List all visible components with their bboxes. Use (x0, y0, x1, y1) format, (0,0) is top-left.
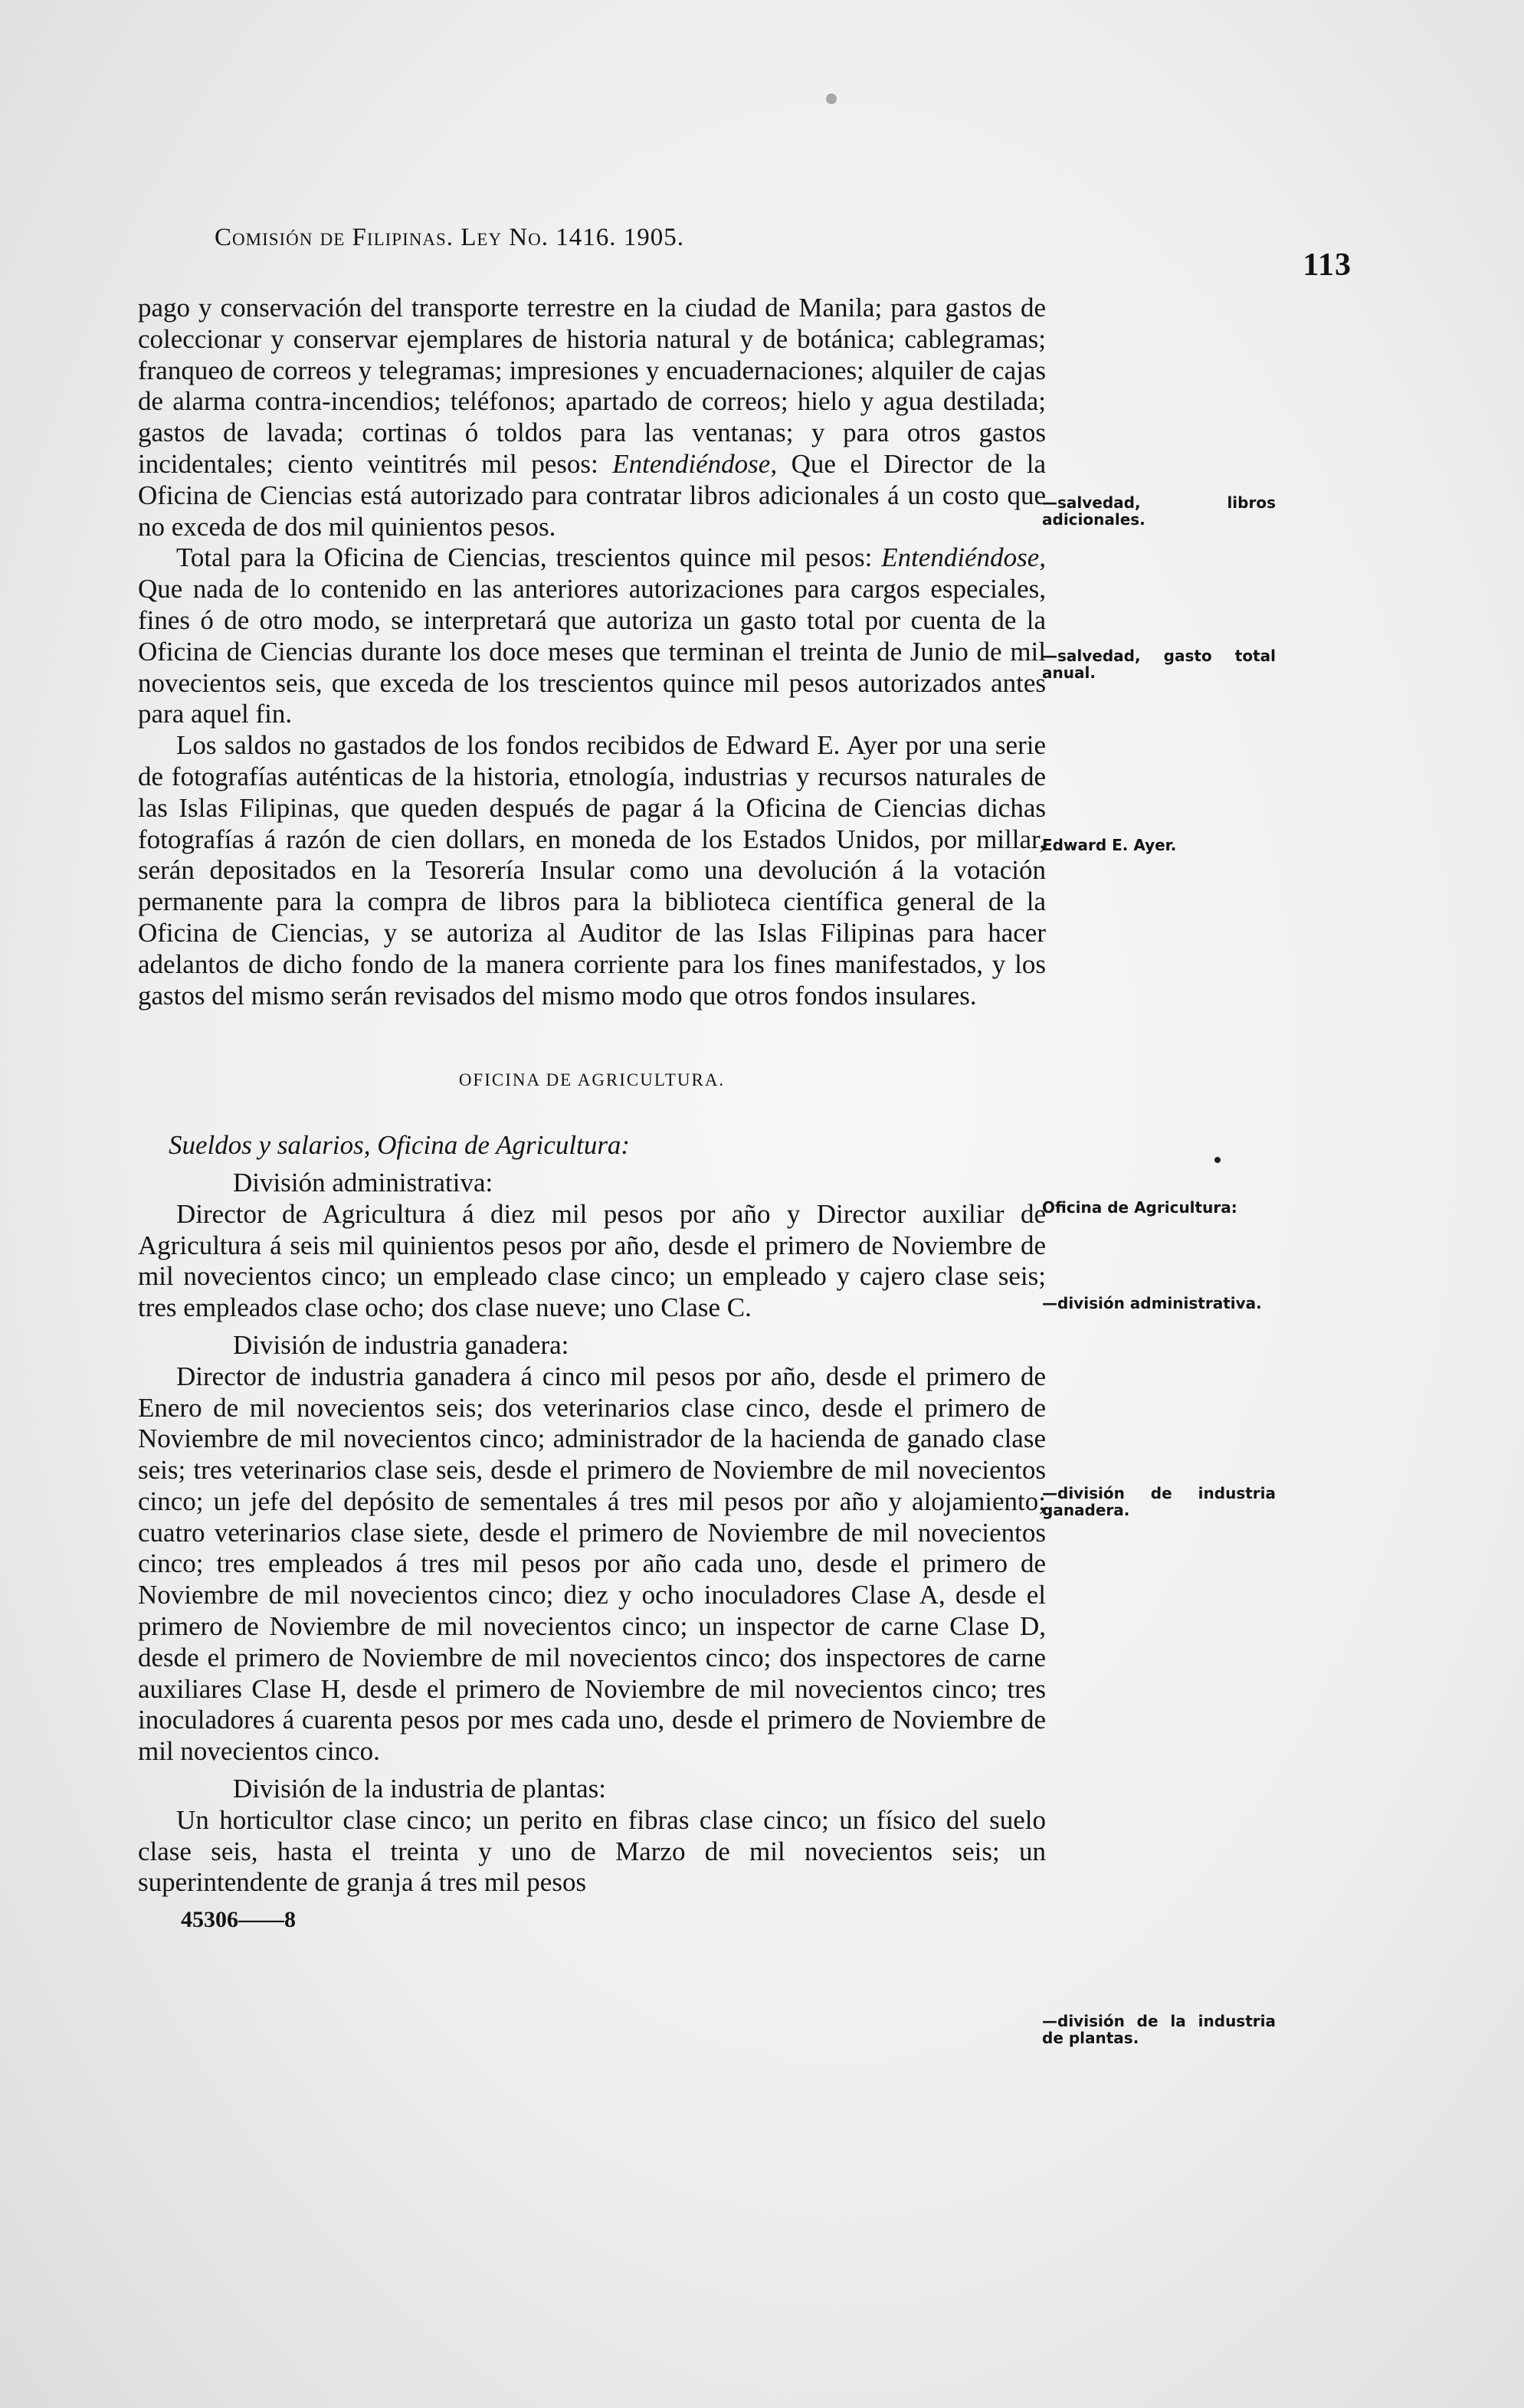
ink-speck (1214, 1157, 1221, 1163)
section-intro: Sueldos y salarios, Oficina de Agricultura: (169, 1130, 631, 1161)
paragraph-total: Total para la Oficina de Ciencias, trescientos quince mil pesos: Entendiéndose, Que nada de lo contenido en las anteriores autorizaciones para cargos especiales, fines ó de otro modo, se interpretará que autoriza un gasto total por cuenta de la Oficina de Ciencias durante los doce meses que terminan el treinta de Junio de mil novecientos seis, que exceda de los trescientos quince mil pesos autorizados antes para aquel fin. (138, 542, 1046, 729)
paragraph-ayer: Los saldos no gastados de los fondos recibidos de Edward E. Ayer por una serie de fotografías auténticas de la historia, etnología, industrias y recursos naturales de las Islas Filipinas, que queden después de pagar á la Oficina de Ciencias dichas fotografías á razón de cien dollars, en moneda de los Estados Unidos, por millar, serán depositados en la Tesorería Insular como una devolución á la votación permanente para la compra de libros para la biblioteca científica general de la Oficina de Ciencias, y se autoriza al Auditor de las Islas Filipinas para hacer adelantos de dicho fondo de la manera corriente para los fines manifestados, y los gastos del mismo serán revisados del mismo modo que otros fondos insulares. (138, 730, 1046, 1011)
margin-note-administrativa: —división administrativa. (1042, 1294, 1262, 1312)
margin-note-agricultura: Oficina de Agricultura: (1042, 1198, 1237, 1217)
body-text (138, 293, 1046, 1936)
margin-note-ganadera: —división de industria ganadera. (1042, 1484, 1276, 1519)
running-header (215, 224, 1352, 283)
division-title-ganadera: División de industria ganadera: (233, 1329, 569, 1360)
division-text-ganadera: Director de industria ganadera á cinco mil pesos por año, desde el primero de Enero de mil novecientos seis; dos veterinarios clase cinco, desde el primero de Noviembre de mil novecientos cinco; administrador de la hacienda de ganado clase seis; tres veterinarios clase seis, desde el primero de Noviembre de mil novecientos cinco; un jefe del depósito de sementales á tres mil pesos por año y alojamiento; cuatro veterinarios clase siete, desde el primero de Noviembre de mil novecientos cinco; tres empleados á tres mil pesos por año cada uno, desde el primero de Noviembre de mil novecientos cinco; diez y ocho inoculadores Clase A, desde el primero de Noviembre de mil novecientos cinco; un inspector de carne Clase D, desde el primero de Noviembre de mil novecientos cinco; dos inspectores de carne auxiliares Clase H, desde el primero de Noviembre de mil novecientos cinco; tres inoculadores á cuarenta pesos por mes cada uno, desde el primero de Noviembre de mil novecientos cinco. (138, 1361, 1046, 1767)
margin-note-plantas: —división de la industria de plantas. (1042, 2012, 1276, 2047)
margin-note-libros: —salvedad, libros adicionales. (1042, 493, 1276, 529)
section-heading: OFICINA DE AGRICULTURA. (458, 1070, 726, 1090)
division-title-plantas: División de la industria de plantas: (233, 1774, 606, 1804)
margin-note-ayer: Edward E. Ayer. (1042, 836, 1177, 854)
paragraph-continuation: pago y conservación del transporte terrestre en la ciudad de Manila; para gastos de coleccionar y conservar ejemplares de historia natural y de botánica; cablegramas; franqueo de correos y telegramas; impresiones y encuadernaciones; alquiler de cajas de alarma contra-incendios; teléfonos; apartado de correos; hielo y agua destilada; gastos de lavada; cortinas ó toldos para las ventanas; y para otros gastos incidentales; ciento veintitrés mil pesos: Entendiéndose, Que el Director de la Oficina de Ciencias está autorizado para contratar libros adicionales á un costo que no exceda de dos mil quinientos pesos. (138, 293, 1047, 542)
running-head: Comisión de Filipinas. Ley No. 1416. 1905. (215, 224, 685, 251)
margin-note-gasto: —salvedad, gasto total anual. (1042, 647, 1276, 682)
division-title-administrativa: División administrativa: (233, 1167, 493, 1197)
signature-mark: 45306——8 (181, 1907, 296, 1933)
division-text-administrativa: Director de Agricultura á diez mil pesos por año y Director auxiliar de Agricultura á seis mil quinientos pesos por año, desde el primero de Noviembre de mil novecientos cinco; un empleado clase cinco; un empleado y cajero clase seis; tres empleados clase ocho; dos clase nueve; uno Clase C. (138, 1198, 1046, 1323)
page-number: 113 (1303, 247, 1352, 283)
division-text-plantas: Un horticultor clase cinco; un perito en fibras clase cinco; un físico del suelo clase seis, hasta el treinta y uno de Marzo de mil novecientos seis; un superintendente de granja á tres mil pesos (138, 1804, 1046, 1898)
ink-speck (826, 93, 837, 104)
